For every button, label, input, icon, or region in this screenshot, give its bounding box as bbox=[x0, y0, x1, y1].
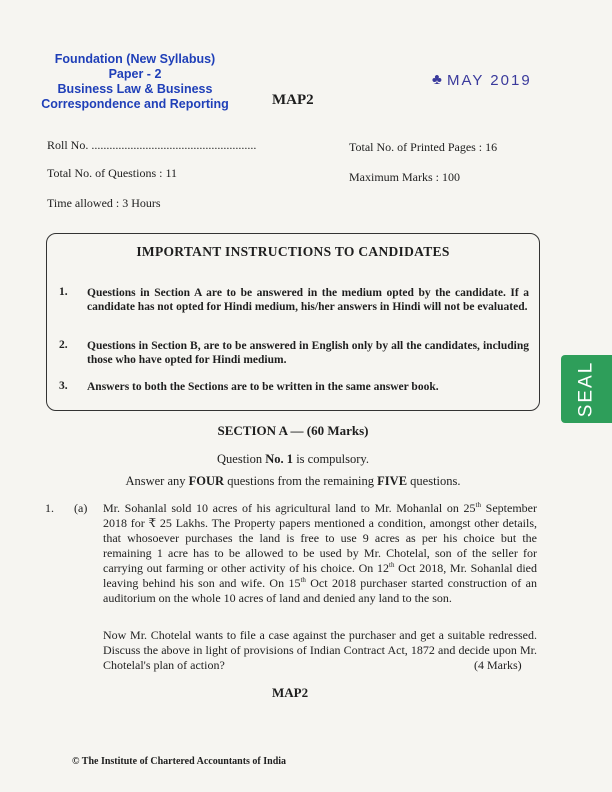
ordinal-suffix: th bbox=[475, 501, 481, 509]
paper-code: MAP2 bbox=[272, 92, 314, 108]
question-marks: (4 Marks) bbox=[474, 658, 522, 672]
compulsory-note bbox=[0, 452, 586, 467]
ordinal-suffix: th bbox=[389, 561, 395, 569]
time-allowed: Time allowed : 3 Hours bbox=[47, 196, 161, 210]
answer-bold-count: FOUR bbox=[188, 474, 225, 488]
question-part: (a) bbox=[74, 501, 88, 515]
answer-prefix: Answer any bbox=[125, 474, 189, 488]
question-text: September 2018 for ₹ 25 Lakhs. The Property papers mentioned a condition, amongst other details, that whosoever purchases the land is free to use 9 acres as per his choice but the remaining 1 acre has to be allowed to be used by Mr. Chotelal, son of the seller for carrying out farming or other activity of his choice. On 12 bbox=[103, 501, 537, 575]
roll-no: Roll No. ....................................................... bbox=[47, 138, 257, 152]
stamp-mark-icon: ♣ bbox=[432, 72, 442, 88]
question-text: Oct 2018, Mr. Sohanlal died leaving behind his son and wife. On 15 bbox=[103, 561, 538, 590]
question-number: 1. bbox=[45, 501, 54, 515]
instructions-box bbox=[46, 233, 540, 411]
instruction-number: 3. bbox=[59, 380, 68, 392]
instruction-number: 1. bbox=[59, 286, 68, 298]
section-title: SECTION A — (60 Marks) bbox=[217, 423, 369, 438]
compulsory-suffix: is compulsory. bbox=[293, 452, 369, 466]
instruction-text: Questions in Section A are to be answered in the medium opted by the candidate. If a candidate has not opted for Hindi medium, his/her answers in Hindi will not be evaluated. bbox=[87, 287, 529, 313]
printed-pages: Total No. of Printed Pages : 16 bbox=[349, 140, 498, 154]
seal-label: SEAL bbox=[575, 360, 597, 418]
answer-bold-remaining: FIVE bbox=[377, 474, 408, 488]
instructions-title: IMPORTANT INSTRUCTIONS TO CANDIDATES bbox=[136, 244, 450, 259]
answer-suffix: questions. bbox=[407, 474, 461, 488]
question-paragraph-2 bbox=[103, 628, 537, 673]
instruction-text: Questions in Section B, are to be answered in English only by all the candidates, including those who have opted for Hindi medium. bbox=[87, 340, 529, 366]
instruction-number: 2. bbox=[59, 339, 68, 351]
question-text: Oct 2018 purchaser started construction of an auditorium on the whole 10 acres of land and denied any land to the son. bbox=[103, 576, 537, 605]
question-text: Now Mr. Chotelal wants to file a case against the purchaser and get a suitable redressed. Discuss the above in light of provisions of Indian Contract Act, 1872 and decide upon Mr. Chotelal's plan of action? bbox=[103, 628, 537, 672]
answer-note bbox=[0, 474, 586, 489]
question-paragraph bbox=[103, 501, 537, 606]
course-line: Correspondence and Reporting bbox=[41, 97, 229, 111]
answer-middle: questions from the remaining bbox=[224, 474, 378, 488]
max-marks: Maximum Marks : 100 bbox=[349, 170, 460, 184]
total-questions: Total No. of Questions : 11 bbox=[47, 166, 178, 180]
footer-code: MAP2 bbox=[272, 685, 309, 700]
course-line: Foundation (New Syllabus) bbox=[54, 52, 216, 66]
date-stamp: MAY 2019 bbox=[447, 72, 532, 89]
course-line: Business Law & Business bbox=[57, 82, 213, 96]
instruction-text: Answers to both the Sections are to be written in the same answer book. bbox=[87, 381, 439, 393]
compulsory-prefix: Question bbox=[217, 452, 266, 466]
copyright: © The Institute of Chartered Accountants of India bbox=[72, 756, 287, 767]
ordinal-suffix: th bbox=[300, 576, 306, 584]
question-text: Mr. Sohanlal sold 10 acres of his agricultural land to Mr. Mohanlal on 25 bbox=[103, 501, 476, 515]
course-line: Paper - 2 bbox=[108, 67, 162, 81]
course-title-block bbox=[40, 52, 230, 112]
compulsory-bold: No. 1 bbox=[265, 452, 294, 466]
seal-label-wrap bbox=[561, 355, 612, 423]
